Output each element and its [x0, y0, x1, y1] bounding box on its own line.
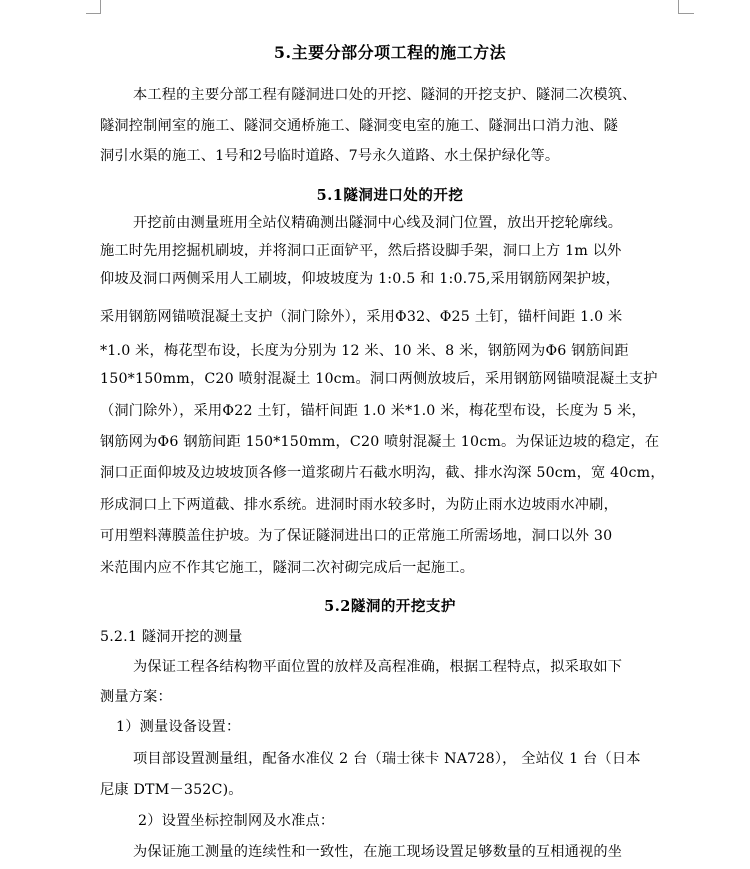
paragraph-line: 项目部设置测量组，配备水准仪 2 台（瑞士徕卡 NA728）， 全站仪 1 台（日本 [133, 751, 641, 767]
paragraph-line: 仰坡及洞口两侧采用人工刷坡，仰坡坡度为 1:0.5 和 1:0.75,采用钢筋网架护坡， [100, 271, 621, 287]
intro-line: 洞引水渠的施工、1号和2号临时道路、7号永久道路、水土保护绿化等。 [100, 148, 560, 164]
page-corner-mark-right-v [678, 0, 679, 14]
subsection-title: 5.2.1 隧洞开挖的测量 [100, 629, 243, 645]
paragraph-line: 为保证工程各结构物平面位置的放样及高程准确，根据工程特点，拟采取如下 [133, 659, 623, 675]
page-heading: 5.主要分部分项工程的施工方法 [273, 43, 507, 62]
list-item-title: 2）设置坐标控制网及水准点： [138, 813, 335, 829]
paragraph-line: 尼康 DTM－352C)。 [100, 782, 243, 798]
paragraph-line: 测量方案： [100, 689, 172, 705]
paragraph-line: 钢筋网为Φ6 钢筋间距 150*150mm，C20 喷射混凝土 10cm。为保证边坡的稳定，在 [100, 434, 660, 450]
paragraph-line: *1.0 米，梅花型布设，长度为分别为 12 米、10 米、8 米，钢筋网为Φ6 钢筋间距 [100, 343, 629, 359]
paragraph-line: 施工时先用挖掘机刷坡，并将洞口正面铲平，然后搭设脚手架，洞口上方 1m 以外 [100, 243, 622, 259]
paragraph-line: 150*150mm，C20 喷射混凝土 10cm。洞口两侧放坡后，采用钢筋网锚喷混凝土支护 [100, 371, 658, 387]
paragraph-line: 采用钢筋网锚喷混凝土支护（洞门除外），采用Φ32、Φ25 土钉，锚杆间距 1.0 米 [100, 309, 623, 325]
section-5-1-title: 5.1隧洞进口处的开挖 [316, 187, 464, 204]
intro-line: 隧洞控制闸室的施工、隧洞交通桥施工、隧洞变电室的施工、隧洞出口消力池、隧 [100, 118, 618, 134]
intro-line: 本工程的主要分部工程有隧洞进口处的开挖、隧洞的开挖支护、隧洞二次模筑、 [133, 87, 637, 103]
paragraph-line: 开挖前由测量班用全站仪精确测出隧洞中心线及洞门位置，放出开挖轮廓线。 [133, 215, 623, 231]
paragraph-line: 洞口正面仰坡及边坡坡顶各修一道浆砌片石截水明沟，截、排水沟深 50cm，宽 40cm， [100, 465, 665, 481]
paragraph-line: 米范围内应不作其它施工，隧洞二次衬砌完成后一起施工。 [100, 560, 475, 576]
page-corner-mark-left-v [100, 0, 101, 14]
list-item-title: 1）测量设备设置： [116, 719, 241, 735]
section-5-2-title: 5.2隧洞的开挖支护 [324, 598, 456, 615]
paragraph-line: （洞门除外），采用Φ22 土钉，锚杆间距 1.0 米*1.0 米，梅花型布设，长度为 5 米， [100, 403, 646, 419]
paragraph-line: 形成洞口上下两道截、排水系统。进洞时雨水较多时，为防止雨水边坡雨水冲刷， [100, 497, 618, 513]
paragraph-line: 为保证施工测量的连续性和一致性，在施工现场设置足够数量的互相通视的坐 [133, 844, 623, 860]
paragraph-line: 可用塑料薄膜盖住护坡。为了保证隧洞进出口的正常施工所需场地，洞口以外 30 [100, 528, 613, 544]
page-corner-mark-right-h [678, 13, 694, 14]
page-corner-mark-left-h [86, 13, 101, 14]
